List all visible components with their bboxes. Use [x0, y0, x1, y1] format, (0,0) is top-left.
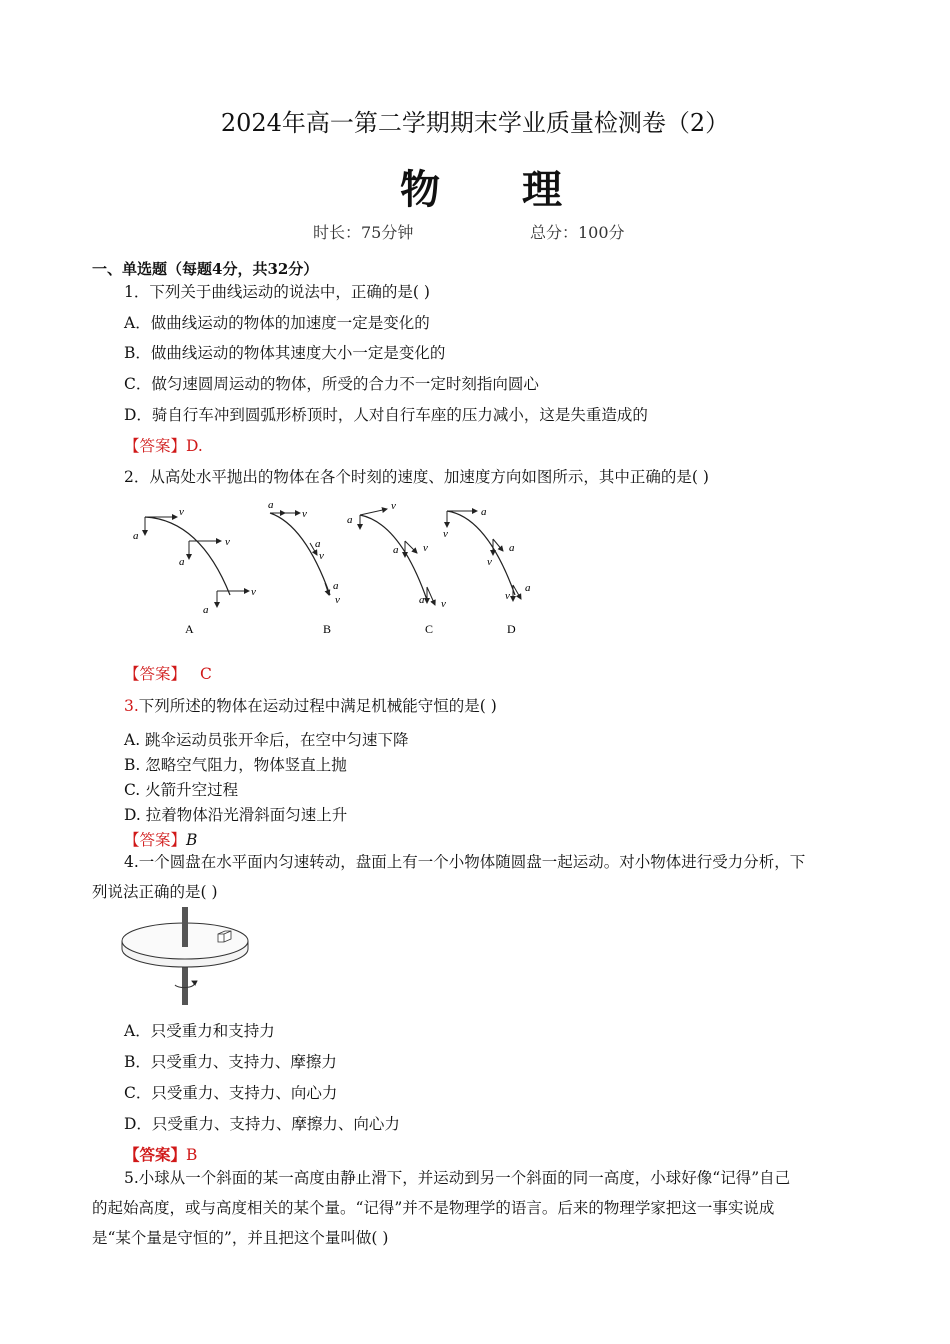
q1-option-d: D．骑自行车冲到圆弧形桥顶时，人对自行车座的压力减小，这是失重造成的: [124, 406, 648, 424]
q4-answer: [124, 1143, 197, 1165]
answer-label: 【答案】: [124, 1145, 187, 1164]
answer-value: B: [186, 1146, 198, 1164]
q4-stem-line1: 4.一个圆盘在水平面内匀速转动，盘面上有一个小物体随圆盘一起运动。对小物体进行受力分析，下: [124, 853, 806, 871]
velocity-arrow: [360, 509, 387, 515]
exam-title: 2024年高一第二学期期末学业质量检测卷（2）: [220, 109, 730, 137]
section-heading: 一、单选题（每题4分，共32分）: [92, 260, 319, 278]
acceleration-label: a: [481, 506, 487, 518]
figure-label-c: C: [425, 622, 434, 636]
q3-stem-text: 下列所述的物体在运动过程中满足机械能守恒的是( ): [138, 697, 497, 715]
q1-stem: 1．下列关于曲线运动的说法中，正确的是( ): [124, 283, 430, 301]
velocity-label: v: [391, 500, 396, 512]
acceleration-label: a: [347, 514, 353, 526]
answer-value: D.: [186, 437, 203, 455]
acceleration-label: a: [333, 580, 339, 592]
exam-duration: 时长：75分钟: [313, 223, 414, 242]
acceleration-label: a: [133, 530, 139, 542]
acceleration-label: a: [268, 499, 274, 511]
figure-label-b: B: [323, 622, 332, 636]
acceleration-label: a: [393, 544, 399, 556]
velocity-label: v: [423, 542, 428, 554]
q3-stem: [124, 694, 497, 716]
axle-lower: [182, 965, 188, 1005]
q2-projectile-figure: [125, 495, 545, 645]
acceleration-label: a: [525, 582, 531, 594]
q1-option-c: C．做匀速圆周运动的物体，所受的合力不一定时刻指向圆心: [124, 375, 539, 393]
q1-option-b: B．做曲线运动的物体其速度大小一定是变化的: [124, 344, 446, 362]
trajectory-d: [447, 511, 515, 595]
figure-label-a: A: [185, 622, 194, 636]
q3-number: 3.: [124, 697, 139, 715]
velocity-label: v: [251, 586, 256, 598]
q3-option-b: B. 忽略空气阻力，物体竖直上抛: [124, 756, 347, 774]
velocity-arrow: [405, 541, 417, 553]
q4-stem-line2: 列说法正确的是( ): [92, 883, 218, 901]
q3-option-d: D. 拉着物体沿光滑斜面匀速上升: [124, 806, 348, 824]
q4-option-b: B．只受重力、支持力、摩擦力: [124, 1053, 337, 1071]
q4-rotating-disc-figure: [120, 905, 265, 1010]
velocity-label: v: [335, 594, 340, 606]
answer-label: 【答案】: [124, 665, 187, 683]
velocity-label: v: [505, 590, 510, 602]
q1-option-a: A．做曲线运动的物体的加速度一定是变化的: [124, 314, 430, 332]
answer-value: C: [200, 665, 212, 683]
q3-option-a: A. 跳伞运动员张开伞后，在空中匀速下降: [124, 731, 409, 749]
velocity-label: v: [179, 506, 184, 518]
answer-label: 【答案】: [124, 437, 187, 455]
axle-upper: [182, 907, 188, 947]
q4-option-a: A．只受重力和支持力: [124, 1022, 275, 1040]
exam-total-score: 总分：100分: [530, 223, 625, 242]
answer-label: 【答案】: [124, 831, 187, 849]
q3-option-c: C. 火箭升空过程: [124, 781, 239, 799]
q5-line2: 的起始高度，或与高度相关的某个量。“记得”并不是物理学的语言。后来的物理学家把这一事实说成: [92, 1199, 775, 1217]
q4-option-c: C．只受重力、支持力、向心力: [124, 1084, 338, 1102]
acceleration-label: a: [179, 556, 185, 568]
velocity-label: v: [319, 550, 324, 562]
q5-line1: 5.小球从一个斜面的某一高度由静止滑下，并运动到另一个斜面的同一高度，小球好像“记得”自己: [124, 1169, 791, 1187]
velocity-label: v: [302, 508, 307, 520]
q2-stem: 2．从高处水平抛出的物体在各个时刻的速度、加速度方向如图所示，其中正确的是( ): [124, 468, 709, 486]
q5-line3: 是“某个量是守恒的”，并且把这个量叫做( ): [92, 1229, 389, 1247]
figure-label-d: D: [507, 622, 516, 636]
velocity-label: v: [487, 556, 492, 568]
trajectory-a: [145, 517, 230, 595]
acceleration-label: a: [203, 604, 209, 616]
velocity-label: v: [443, 528, 448, 540]
subject-char-2: 理: [522, 166, 562, 213]
q3-answer: [124, 828, 197, 850]
figure-a: [133, 506, 256, 636]
figure-d: [443, 506, 531, 636]
trajectory-c: [360, 515, 427, 600]
q4-option-d: D．只受重力、支持力、摩擦力、向心力: [124, 1115, 400, 1133]
velocity-arrow: [427, 587, 435, 605]
acceleration-label: a: [315, 538, 321, 550]
figure-b: [268, 499, 340, 636]
q2-answer: [124, 662, 212, 684]
answer-value: B: [186, 831, 198, 849]
figure-c: [347, 500, 446, 636]
subject-char-1: 物: [400, 166, 440, 213]
velocity-label: v: [225, 536, 230, 548]
velocity-label: v: [441, 598, 446, 610]
acceleration-label: a: [419, 594, 425, 606]
q1-answer: [124, 434, 203, 456]
acceleration-label: a: [509, 542, 515, 554]
